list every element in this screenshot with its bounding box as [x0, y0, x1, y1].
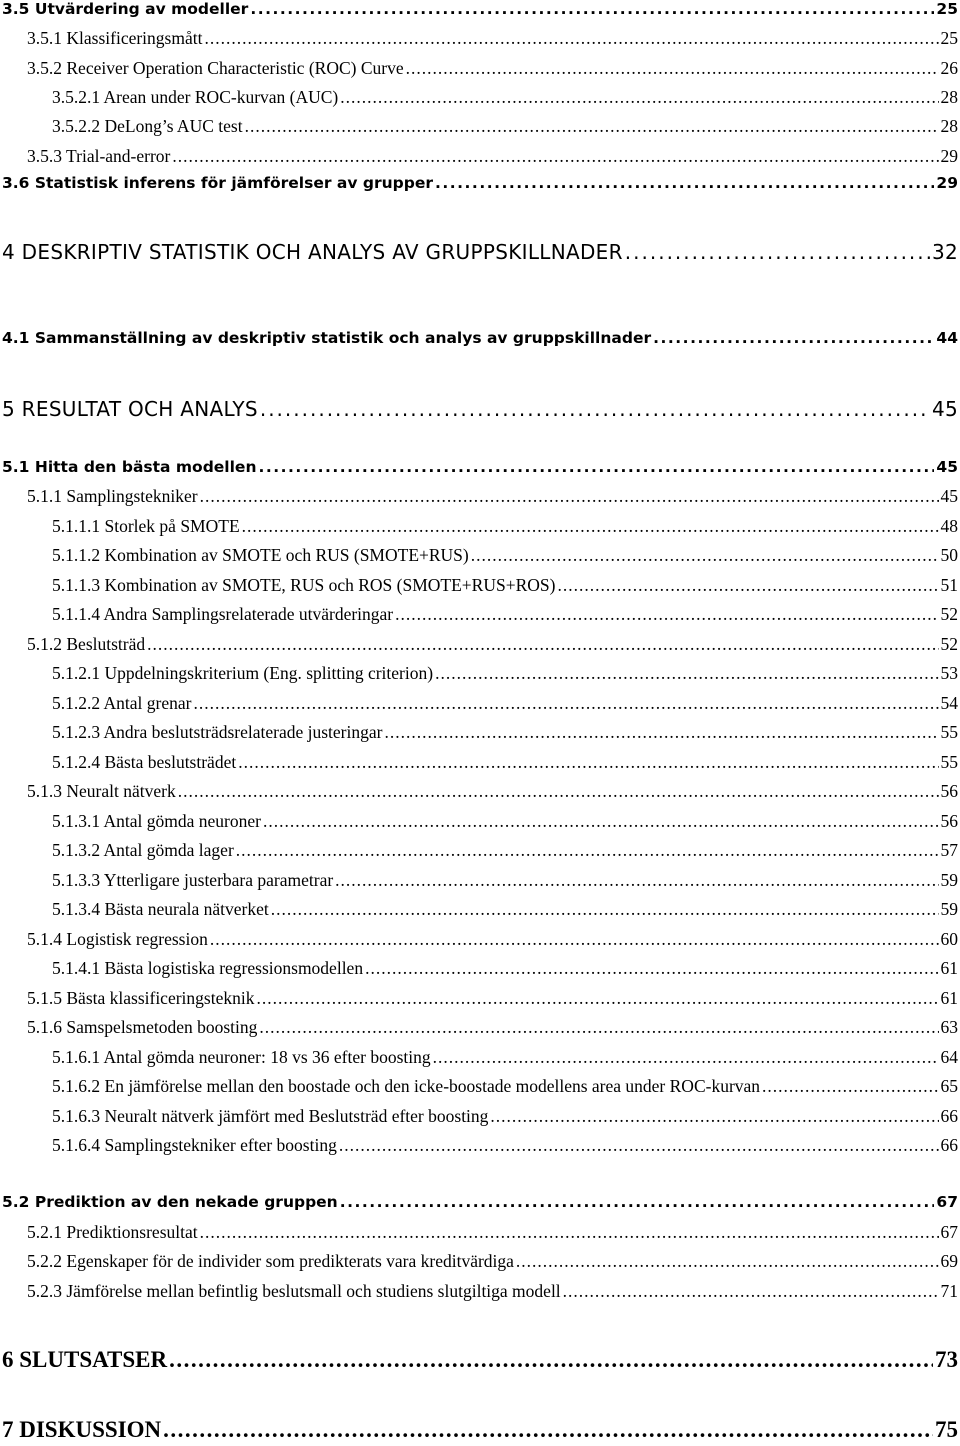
toc-entry-page: 48: [940, 516, 958, 536]
toc-entry-label: 5.1.4 Logistisk regression: [27, 929, 208, 949]
toc-entry-page: 29: [936, 174, 958, 192]
dot-leader: [245, 116, 939, 137]
toc-entry-label: 7 DISKUSSION: [2, 1417, 162, 1442]
toc-entry-page: 73: [935, 1347, 958, 1372]
toc-entry-label: 5.2.2 Egenskaper för de individer som predikterats vara kreditvärdiga: [27, 1251, 514, 1271]
toc-entry[interactable]: [52, 1135, 958, 1156]
toc-entry-page: 28: [940, 116, 958, 136]
toc-entry[interactable]: [52, 722, 958, 743]
dot-leader: [516, 1251, 939, 1272]
dot-leader: [271, 899, 939, 920]
toc-entry-label: 5.1 Hitta den bästa modellen: [2, 458, 257, 476]
toc-entry[interactable]: [52, 1047, 958, 1068]
toc-entry[interactable]: [52, 545, 958, 566]
toc-entry[interactable]: [52, 870, 958, 891]
toc-entry[interactable]: [52, 899, 958, 920]
dot-leader: [169, 1347, 933, 1373]
toc-entry-label: 6 SLUTSATSER: [2, 1347, 168, 1372]
dot-leader: [490, 1106, 938, 1127]
toc-entry-label: 5.1.6.3 Neuralt nätverk jämfört med Beslutsträd efter boosting: [52, 1106, 489, 1126]
toc-entry-page: 61: [940, 988, 958, 1008]
dot-leader: [762, 1076, 938, 1097]
dot-leader: [147, 634, 938, 655]
toc-entry[interactable]: [27, 486, 958, 507]
toc-entry-label: 3.5.3 Trial-and-error: [27, 146, 171, 166]
toc-entry[interactable]: [27, 28, 958, 49]
toc-entry[interactable]: [27, 1251, 958, 1272]
toc-entry-page: 69: [940, 1251, 958, 1271]
toc-entry[interactable]: [2, 458, 958, 476]
toc-entry-label: 5.1.3 Neuralt nätverk: [27, 781, 176, 801]
toc-entry-page: 56: [940, 781, 958, 801]
toc-entry-label: 5.2.3 Jämförelse mellan befintlig beslutsmall och studiens slutgiltiga modell: [27, 1281, 561, 1301]
toc-entry-page: 59: [940, 870, 958, 890]
toc-entry[interactable]: [52, 87, 958, 108]
toc-entry-page: 45: [936, 458, 958, 476]
dot-leader: [335, 870, 938, 891]
toc-entry-page: 64: [940, 1047, 958, 1067]
toc-entry-page: 52: [940, 634, 958, 654]
toc-entry-label: 5.1.1.2 Kombination av SMOTE och RUS (SMOTE+RUS): [52, 545, 469, 565]
toc-entry-label: 5.1.5 Bästa klassificeringsteknik: [27, 988, 255, 1008]
toc-entry-page: 54: [940, 693, 958, 713]
dot-leader: [263, 811, 939, 832]
toc-entry-label: 3.5.2.1 Arean under ROC-kurvan (AUC): [52, 87, 339, 107]
toc-entry-label: 5.1.4.1 Bästa logistiska regressionsmodellen: [52, 958, 364, 978]
dot-leader: [384, 722, 938, 743]
toc-entry[interactable]: [2, 1193, 958, 1211]
toc-entry-label: 5.1.2.4 Bästa beslutsträdet: [52, 752, 237, 772]
toc-entry[interactable]: [52, 840, 958, 861]
toc-entry-label: 5.1.1.3 Kombination av SMOTE, RUS och ROS (SMOTE+RUS+ROS): [52, 575, 556, 595]
toc-entry-label: 5.1.2.1 Uppdelningskriterium (Eng. splitting criterion): [52, 663, 434, 683]
toc-entry-page: 75: [935, 1417, 958, 1442]
toc-entry[interactable]: [27, 1281, 958, 1302]
toc-chapter-entry[interactable]: [2, 240, 958, 264]
toc-entry[interactable]: [27, 929, 958, 950]
toc-entry-page: 52: [940, 604, 958, 624]
toc-entry-page: 61: [940, 958, 958, 978]
toc-entry[interactable]: [27, 146, 958, 167]
toc-entry-label: 5.1.3.1 Antal gömda neuroner: [52, 811, 261, 831]
dot-leader: [563, 1281, 939, 1302]
toc-entry-label: 5.1.3.4 Bästa neurala nätverket: [52, 899, 269, 919]
toc-entry[interactable]: [27, 634, 958, 655]
dot-leader: [178, 781, 939, 802]
toc-entry[interactable]: [27, 781, 958, 802]
dot-leader: [238, 752, 938, 773]
dot-leader: [406, 58, 939, 79]
toc-entry-page: 28: [940, 87, 958, 107]
dot-leader: [193, 693, 938, 714]
toc-entry[interactable]: [27, 1222, 958, 1243]
dot-leader: [557, 575, 938, 596]
toc-chapter-entry[interactable]: [2, 1417, 958, 1443]
toc-entry[interactable]: [52, 752, 958, 773]
toc-entry-page: 60: [940, 929, 958, 949]
toc-entry[interactable]: [52, 575, 958, 596]
toc-entry-label: 5.1.6.2 En jämförelse mellan den boostade och den icke-boostade modellens area under ROC-kurvan: [52, 1076, 761, 1096]
dot-leader: [365, 958, 938, 979]
toc-entry-page: 26: [940, 58, 958, 78]
dot-leader: [200, 1222, 939, 1243]
toc-entry-label: 5.1.1 Samplingstekniker: [27, 486, 198, 506]
toc-chapter-entry[interactable]: [2, 1347, 958, 1373]
toc-entry[interactable]: [52, 516, 958, 537]
dot-leader: [625, 240, 930, 264]
dot-leader: [340, 87, 938, 108]
dot-leader: [340, 1193, 935, 1211]
toc-entry-label: 3.5.2 Receiver Operation Characteristic (ROC) Curve: [27, 58, 404, 78]
dot-leader: [433, 1047, 939, 1068]
toc-entry-label: 5.2 Prediktion av den nekade gruppen: [2, 1193, 338, 1211]
toc-entry-label: 3.5 Utvärdering av modeller: [2, 0, 249, 18]
dot-leader: [200, 486, 939, 507]
dot-leader: [250, 0, 934, 18]
dot-leader: [395, 604, 938, 625]
dot-leader: [204, 28, 938, 49]
toc-entry-page: 59: [940, 899, 958, 919]
dot-leader: [236, 840, 939, 861]
dot-leader: [242, 516, 939, 537]
dot-leader: [172, 146, 938, 167]
toc-entry-label: 5.1.2.2 Antal grenar: [52, 693, 192, 713]
toc-entry-label: 5 RESULTAT OCH ANALYS: [2, 397, 258, 421]
dot-leader: [653, 329, 934, 347]
toc-entry-label: 5.1.2 Beslutsträd: [27, 634, 146, 654]
toc-entry-label: 3.5.2.2 DeLong’s AUC test: [52, 116, 243, 136]
toc-entry[interactable]: [2, 174, 958, 192]
toc-entry-label: 5.1.1.1 Storlek på SMOTE: [52, 516, 240, 536]
toc-entry[interactable]: [52, 116, 958, 137]
toc-chapter-entry[interactable]: [2, 397, 958, 421]
dot-leader: [259, 1017, 938, 1038]
toc-entry-label: 5.1.2.3 Andra beslutsträdsrelaterade justeringar: [52, 722, 383, 742]
toc-entry[interactable]: [52, 1076, 958, 1097]
toc-entry-page: 55: [940, 722, 958, 742]
toc-entry-label: 5.1.3.2 Antal gömda lager: [52, 840, 234, 860]
dot-leader: [256, 988, 938, 1009]
toc-entry[interactable]: [52, 604, 958, 625]
toc-entry[interactable]: [52, 693, 958, 714]
toc-entry-label: 5.2.1 Prediktionsresultat: [27, 1222, 198, 1242]
toc-entry-page: 55: [940, 752, 958, 772]
dot-leader: [260, 397, 930, 421]
toc-entry-label: 5.1.1.4 Andra Samplingsrelaterade utvärderingar: [52, 604, 394, 624]
dot-leader: [471, 545, 939, 566]
dot-leader: [163, 1417, 933, 1443]
toc-entry-page: 71: [940, 1281, 958, 1301]
toc-entry-label: 5.1.3.3 Ytterligare justerbara parametrar: [52, 870, 334, 890]
toc-entry[interactable]: [52, 1106, 958, 1127]
toc-entry-label: 4 DESKRIPTIV STATISTIK OCH ANALYS AV GRUPPSKILLNADER: [2, 240, 623, 264]
toc-entry[interactable]: [27, 1017, 958, 1038]
toc-entry-page: 56: [940, 811, 958, 831]
dot-leader: [435, 663, 938, 684]
toc-entry[interactable]: [2, 0, 958, 18]
toc-entry-page: 65: [940, 1076, 958, 1096]
toc-entry-page: 45: [940, 486, 958, 506]
toc-entry-label: 5.1.6.4 Samplingstekniker efter boosting: [52, 1135, 337, 1155]
toc-entry-page: 66: [940, 1106, 958, 1126]
toc-entry-page: 53: [940, 663, 958, 683]
toc-entry-page: 29: [940, 146, 958, 166]
toc-entry-page: 50: [940, 545, 958, 565]
toc-entry-page: 45: [931, 397, 958, 421]
toc-entry[interactable]: [27, 58, 958, 79]
toc-entry-page: 63: [940, 1017, 958, 1037]
toc-entry-page: 32: [931, 240, 958, 264]
toc-entry-page: 51: [940, 575, 958, 595]
toc-entry-page: 25: [936, 0, 958, 18]
toc-entry-page: 67: [940, 1222, 958, 1242]
dot-leader: [210, 929, 939, 950]
toc-entry-page: 66: [940, 1135, 958, 1155]
toc-entry-label: 4.1 Sammanställning av deskriptiv statistik och analys av gruppskillnader: [2, 329, 652, 347]
toc-entry[interactable]: [2, 329, 958, 347]
toc-entry-page: 67: [936, 1193, 958, 1211]
dot-leader: [258, 458, 934, 476]
toc-entry-label: 3.6 Statistisk inferens för jämförelser av grupper: [2, 174, 433, 192]
toc-entry[interactable]: [52, 958, 958, 979]
toc-entry-page: 44: [936, 329, 958, 347]
toc-entry-label: 3.5.1 Klassificeringsmått: [27, 28, 203, 48]
toc-entry-page: 57: [940, 840, 958, 860]
toc-entry[interactable]: [52, 663, 958, 684]
toc-entry[interactable]: [27, 988, 958, 1009]
toc-entry[interactable]: [52, 811, 958, 832]
toc-entry-label: 5.1.6.1 Antal gömda neuroner: 18 vs 36 efter boosting: [52, 1047, 431, 1067]
dot-leader: [435, 174, 934, 192]
dot-leader: [339, 1135, 939, 1156]
toc-entry-label: 5.1.6 Samspelsmetoden boosting: [27, 1017, 258, 1037]
toc-entry-page: 25: [940, 28, 958, 48]
